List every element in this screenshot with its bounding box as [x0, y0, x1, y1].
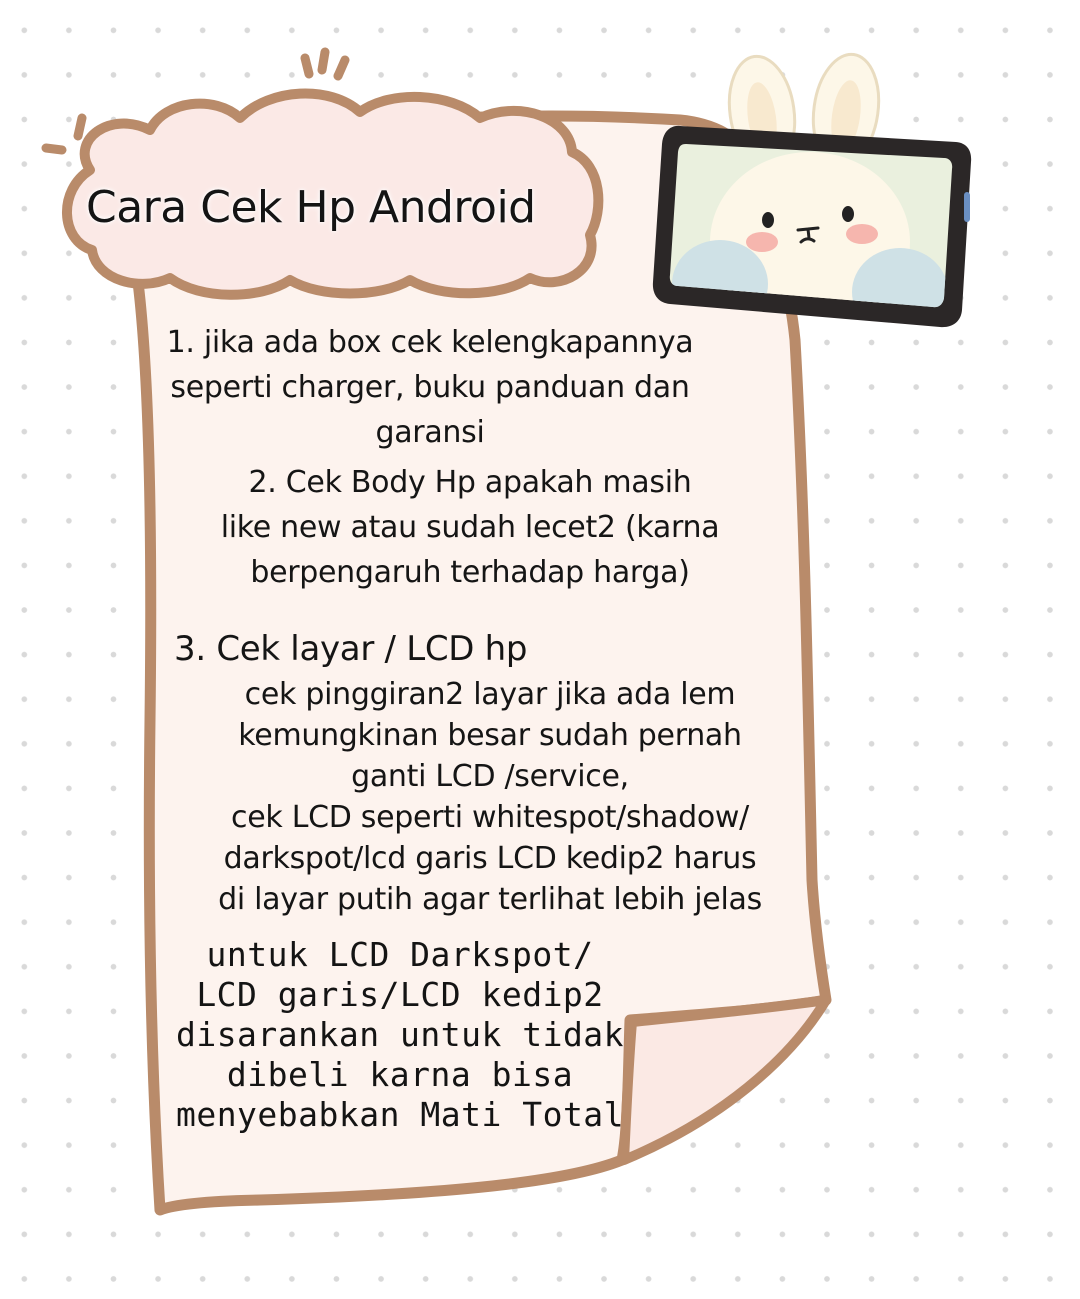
step-3-line: cek LCD seperti whitespot/shadow/ [231, 800, 749, 835]
warning-line: LCD garis/LCD kedip2 [196, 975, 604, 1014]
warning-line: disarankan untuk tidak [175, 1015, 625, 1054]
step-3-text [190, 674, 790, 920]
bunny-phone-illustration [650, 52, 980, 342]
step-2-text [180, 460, 760, 595]
warning-note [170, 935, 630, 1135]
step-3-heading: 3. Cek layar / LCD hp [174, 629, 528, 669]
step-1-line: garansi [375, 415, 485, 450]
step-2-line: 2. Cek Body Hp apakah masih [248, 465, 692, 500]
page-title: Cara Cek Hp Android [86, 182, 536, 233]
step-2-line: like new atau sudah lecet2 (karna [220, 510, 720, 545]
warning-line: menyebabkan Mati Total [175, 1095, 625, 1134]
warning-line: untuk LCD Darkspot/ [206, 935, 594, 974]
step-3-line: cek pinggiran2 layar jika ada lem [244, 677, 736, 712]
step-1-text [130, 320, 730, 455]
step-1-line: seperti charger, buku panduan dan [170, 370, 690, 405]
step-3-line: di layar putih agar terlihat lebih jelas [218, 882, 762, 917]
step-3-line: kemungkinan besar sudah pernah [238, 718, 742, 753]
warning-line: dibeli karna bisa [226, 1055, 574, 1094]
step-1-line: 1. jika ada box cek kelengkapannya [166, 325, 694, 360]
step-3-line: ganti LCD /service, [351, 759, 629, 794]
step-3-line: darkspot/lcd garis LCD kedip2 harus [223, 841, 757, 876]
step-2-line: berpengaruh terhadap harga) [250, 555, 690, 590]
paper-fold [624, 1000, 826, 1160]
